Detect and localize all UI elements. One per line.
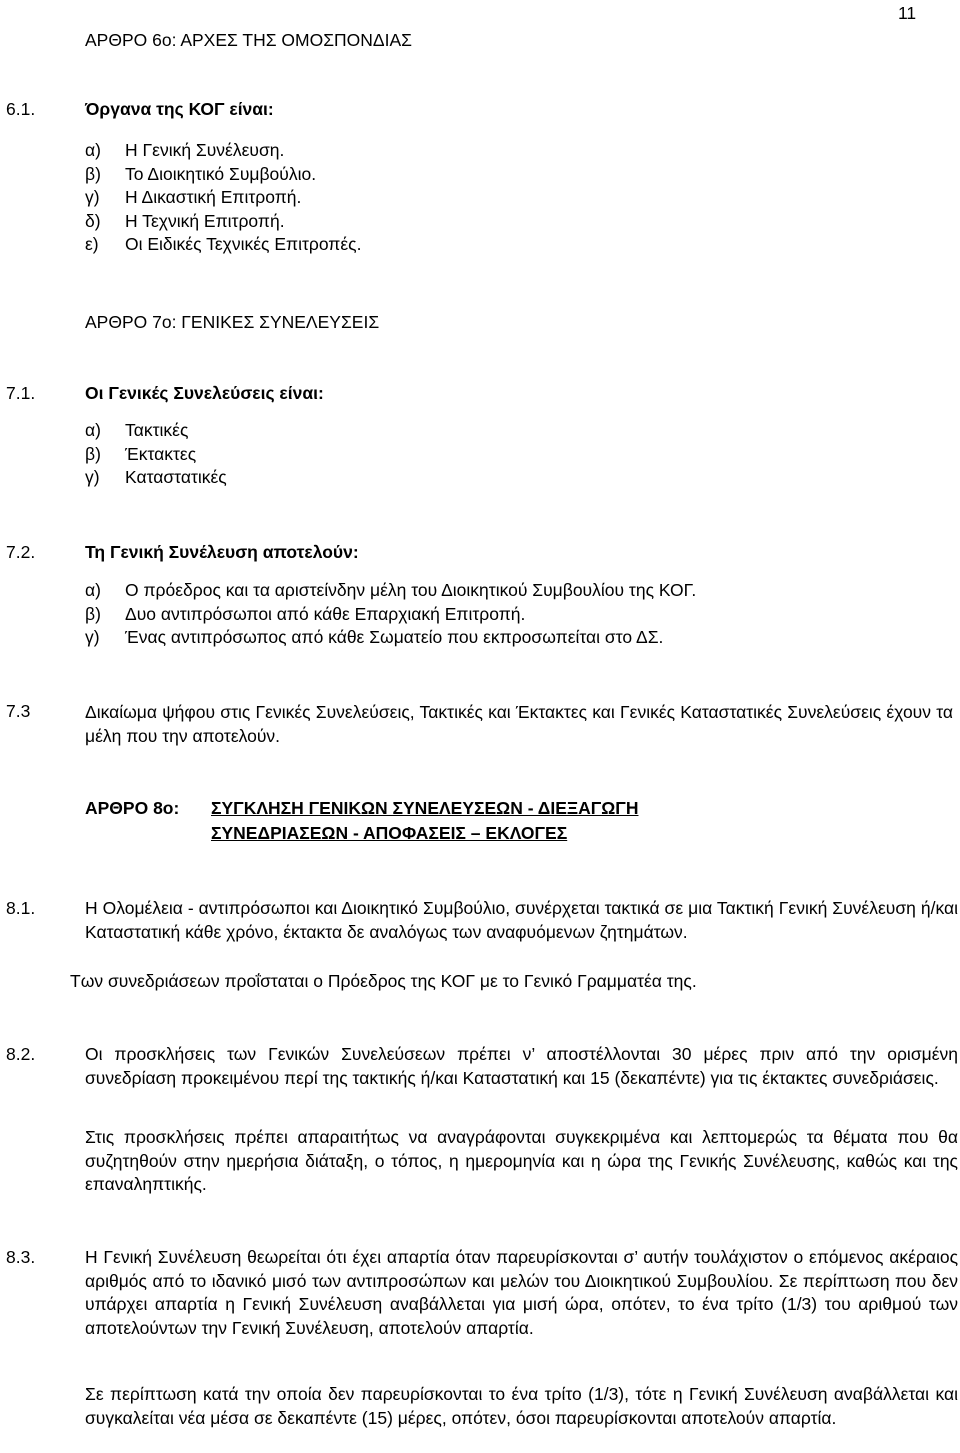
section-8-1-text: Η Ολομέλεια - αντιπρόσωποι και Διοικητικό Συμβούλιο, συνέρχεται τακτικά σε μια Τακτική Γενική Συνέλευση ή/και Καταστατική κάθε χρόνο, έκτακτα δε αναλόγως των αναφυόμενων ζητημάτων. [85,898,958,942]
section-7-2-list [85,579,696,650]
list-item: α) Ο πρόεδρος και τα αριστείνδην μέλη του Διοικητικού Συμβουλίου της ΚΟΓ. [85,580,697,600]
list-item: γ) Καταστατικές [85,467,227,487]
section-7-1-number: 7.1. [6,383,36,403]
page-number: 11 [898,3,917,23]
section-8-1-text-2: Των συνεδριάσεων προΐσταται ο Πρόεδρος της ΚΟΓ με το Γενικό Γραμματέα της. [70,971,697,991]
section-8-3-number: 8.3. [6,1247,36,1267]
section-8-3-text-2: Σε περίπτωση κατά την οποία δεν παρευρίσκονται το ένα τρίτο (1/3), τότε η Γενική Συνέλευση αναβάλλεται και συγκαλείται νέα μέσα σε δεκαπέντε (15) μέρες, οπότεν, όσοι παρευρίσκονται αποτελούν απαρτία. [85,1384,958,1428]
section-8-2-number: 8.2. [6,1044,36,1064]
section-8-1-number: 8.1. [6,898,36,918]
section-7-3-text: Δικαίωμα ψήφου στις Γενικές Συνελεύσεις, Τακτικές και Έκτακτες και Γενικές Καταστατικές Συνελεύσεις έχουν τα μέλη που την αποτελούν. [85,702,953,746]
section-7-1-heading: Οι Γενικές Συνελεύσεις είναι: [85,383,324,403]
list-item: α) Τακτικές [85,420,189,440]
section-7-2-number: 7.2. [6,542,36,562]
article-8-title-line1: ΣΥΓΚΛΗΣΗ ΓΕΝΙΚΩΝ ΣΥΝΕΛΕΥΣΕΩΝ - ΔΙΕΞΑΓΩΓΗ [211,798,639,818]
list-item: γ) Ένας αντιπρόσωπος από κάθε Σωματείο που εκπροσωπείται στο ΔΣ. [85,627,664,647]
section-7-1-list [85,419,227,490]
section-6-1-number: 6.1. [6,99,36,119]
section-7-3-number: 7.3 [6,701,31,721]
section-8-2-text: Οι προσκλήσεις των Γενικών Συνελεύσεων πρέπει ν’ αποστέλλονται 30 μέρες πριν από την ορισμένη συνεδρίαση προκειμένου περί της τακτικής ή/και Καταστατική και 15 (δεκαπέντε) για τις έκτακτες συνεδριάσεις. [85,1044,958,1088]
section-8-2-text-2: Στις προσκλήσεις πρέπει απαραιτήτως να αναγράφονται συγκεκριμένα και λεπτομερώς τα θέματα που θα συζητηθούν στην ημερήσια διάταξη, ο τόπος, η ημερομηνία και η ώρα της Γενικής Συνέλευσης, καθώς και της επαναληπτικής. [85,1127,958,1194]
section-7-2-heading: Τη Γενική Συνέλευση αποτελούν: [85,542,359,562]
list-item: β) Έκτακτες [85,443,197,464]
article-7-title: ΑΡΘΡΟ 7ο: ΓΕΝΙΚΕΣ ΣΥΝΕΛΕΥΣΕΙΣ [85,312,380,332]
section-6-1-heading: Όργανα της ΚΟΓ είναι: [85,99,274,119]
list-item: ε) Οι Ειδικές Τεχνικές Επιτροπές. [85,234,362,254]
article-8-title-line2: ΣΥΝΕΔΡΙΑΣΕΩΝ - ΑΠΟΦΑΣΕΙΣ – ΕΚΛΟΓΕΣ [211,823,568,843]
list-item: α) Η Γενική Συνέλευση. [85,140,285,160]
section-8-3-text: Η Γενική Συνέλευση θεωρείται ότι έχει απαρτία όταν παρευρίσκονται σ’ αυτήν τουλάχιστον ο επόμενος ακέραιος αριθμός από το ιδανικό μισό των αντιπροσώπων και μελών του Διοικητικού Συμβουλίου. Σε περίπτωση που δεν υπάρχει απαρτία η Γενική Συνέλευση αναβάλλεται για μισή ώρα, οπότεν, το ένα τρίτο (1/3) του αριθμού των αποτελούντων την Γενική Συνέλευση, αποτελούν απαρτία. [85,1247,958,1338]
section-6-1-list [85,139,361,257]
list-item: β) Δυο αντιπρόσωποι από κάθε Επαρχιακή Επιτροπή. [85,603,526,624]
list-item: γ) Η Δικαστική Επιτροπή. [85,187,302,207]
list-item: β) Το Διοικητικό Συμβούλιο. [85,163,317,184]
list-item: δ) Η Τεχνική Επιτροπή. [85,210,285,231]
article-6-title: ΑΡΘΡΟ 6ο: ΑΡΧΕΣ ΤΗΣ ΟΜΟΣΠΟΝΔΙΑΣ [85,30,412,50]
article-8-title-prefix: ΑΡΘΡΟ 8ο: [85,798,180,818]
